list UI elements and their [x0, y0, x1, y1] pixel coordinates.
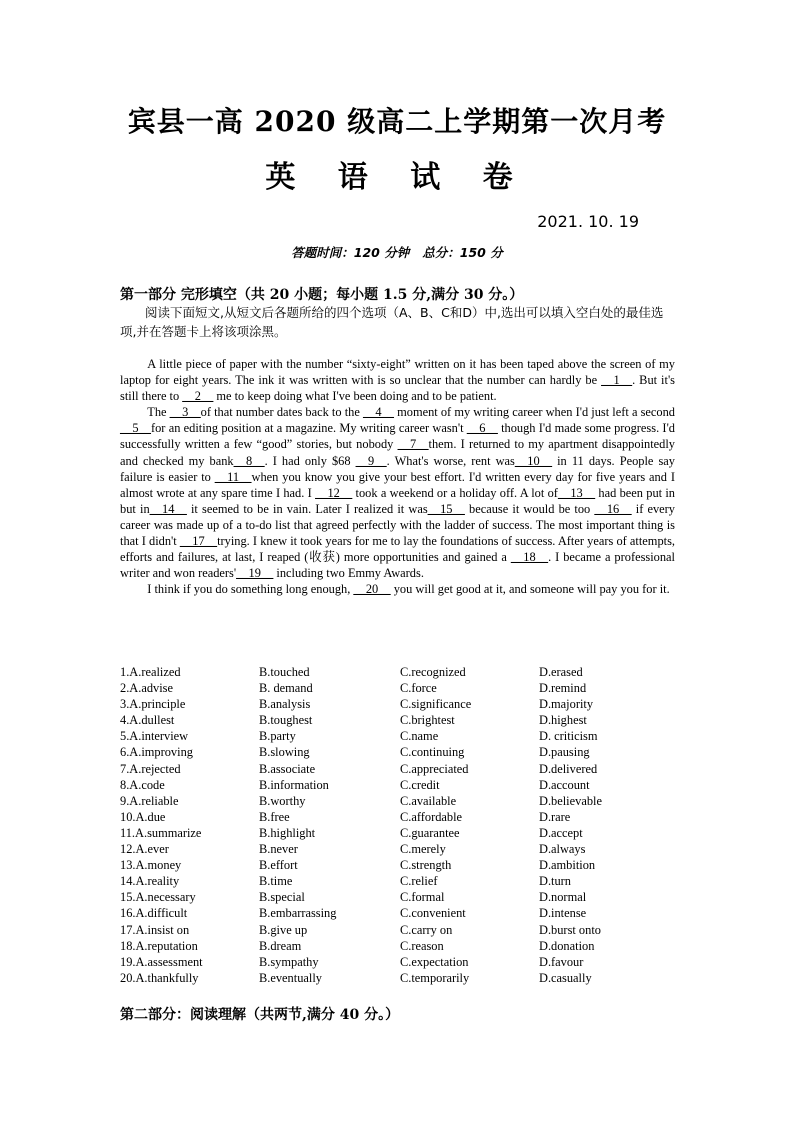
cloze-blank: __1__ — [601, 373, 633, 388]
exam-date: 2021. 10. 19 — [537, 212, 639, 231]
option-choice: B.embarrassing — [259, 906, 337, 921]
option-choice: C.appreciated — [400, 761, 469, 776]
option-choice: D.highest — [539, 713, 587, 728]
option-choice: B.party — [259, 729, 296, 744]
option-row — [120, 841, 680, 857]
passage-text: when you know you give your best effort. I'd written every day for five years and I almost wrote at any spare time I had. I — [120, 469, 675, 500]
option-choice: C.continuing — [400, 745, 465, 760]
passage-text: took a weekend or a holiday off. A lot of — [352, 485, 558, 500]
part1-instruction: 阅读下面短文,从短文后各题所给的四个选项（A、B、C和D）中,选出可以填入空白处的最佳选项,并在答题卡上将该项涂黑。 — [120, 305, 664, 339]
cloze-blank: __12__ — [315, 485, 353, 500]
option-choice: B.never — [259, 842, 298, 857]
passage-text: including two Emmy Awards. — [273, 566, 424, 581]
option-choice: D.rare — [539, 809, 571, 824]
options-list — [120, 664, 680, 986]
passage-text: I think if you do something long enough, — [147, 582, 354, 597]
option-choice: C.relief — [400, 874, 438, 889]
option-row — [120, 873, 680, 889]
cloze-blank: __7__ — [397, 437, 429, 452]
option-choice: 2.A.advise — [120, 681, 173, 696]
cloze-blank: __11__ — [214, 469, 252, 484]
option-row — [120, 809, 680, 825]
cloze-blank: __3__ — [169, 405, 201, 420]
option-choice: C.reason — [400, 938, 444, 953]
option-choice: D.believable — [539, 793, 602, 808]
option-row — [120, 825, 680, 841]
exam-title: 宾县一高 2020 级高二上学期第一次月考 — [127, 105, 667, 138]
cloze-passage — [120, 356, 675, 597]
passage-text: The — [147, 405, 170, 420]
option-choice: 7.A.rejected — [120, 761, 181, 776]
passage-text: . I had only $68 — [264, 453, 356, 468]
option-row — [120, 857, 680, 873]
passage-text: because it would be too — [464, 501, 595, 516]
option-choice: B.information — [259, 777, 329, 792]
option-choice: D.normal — [539, 890, 587, 905]
option-choice: B.eventually — [259, 970, 322, 985]
option-choice: 20.A.thankfully — [120, 970, 199, 985]
option-choice: 3.A.principle — [120, 697, 186, 712]
option-choice: C.formal — [400, 890, 445, 905]
cloze-blank: __10__ — [514, 453, 553, 468]
option-choice: C.recognized — [400, 665, 466, 679]
option-choice: B.special — [259, 890, 305, 905]
option-choice: 12.A.ever — [120, 842, 169, 857]
part1-heading: 第一部分 完形填空（共 20 小题；每小题 1.5 分,满分 30 分。） — [120, 287, 524, 303]
option-choice: 9.A.reliable — [120, 793, 179, 808]
option-row — [120, 954, 680, 970]
option-choice: D.burst onto — [539, 922, 601, 937]
passage-text: of that number dates back to the — [200, 405, 363, 420]
passage-text: you will get good at it, and someone will pay you for it. — [390, 582, 670, 597]
passage-text: moment of my writing career when I'd just left a second — [393, 405, 676, 420]
option-choice: C.force — [400, 681, 437, 696]
option-choice: 16.A.difficult — [120, 906, 188, 921]
option-choice: D.account — [539, 777, 590, 792]
option-choice: D.intense — [539, 906, 587, 921]
cloze-blank: __8__ — [233, 453, 265, 468]
passage-text: A little piece of paper with the number “sixty-eight” written on it has been taped above the screen of my laptop for eight years. The ink it was written with is so unclear that the number can hardly be — [120, 357, 675, 388]
cloze-blank: __17__ — [179, 534, 218, 549]
time-label: 答题时间：120 分钟 — [291, 245, 410, 260]
option-choice: 4.A.dullest — [120, 713, 175, 728]
option-choice: 13.A.money — [120, 858, 182, 873]
option-choice: 6.A.improving — [120, 745, 193, 760]
cloze-blank: __5__ — [120, 421, 151, 436]
option-choice: B.highlight — [259, 825, 316, 840]
option-choice: 5.A.interview — [120, 729, 189, 744]
option-choice: D.erased — [539, 665, 583, 679]
option-choice: 11.A.summarize — [120, 825, 202, 840]
cloze-blank: __19__ — [236, 566, 274, 581]
passage-paragraph-2 — [120, 404, 675, 581]
option-choice: D. criticism — [539, 729, 598, 744]
option-row — [120, 696, 680, 712]
passage-text: it seemed to be in vain. Later I realized it was — [186, 501, 428, 516]
score-label: 总分：150 分 — [422, 245, 503, 260]
option-choice: B.associate — [259, 761, 316, 776]
subject-title: 英 语 试 卷 — [265, 160, 529, 195]
option-choice: B.free — [259, 809, 290, 824]
option-choice: D.casually — [539, 970, 592, 985]
cloze-blank: __15__ — [427, 501, 465, 516]
option-choice: D.ambition — [539, 858, 596, 873]
cloze-blank: __13__ — [557, 485, 596, 500]
option-row — [120, 905, 680, 921]
option-choice: B.effort — [259, 858, 298, 873]
option-row — [120, 728, 680, 744]
passage-text: . I became a professional writer and won readers' — [120, 550, 675, 581]
passage-text: . But it's still there to — [120, 373, 675, 404]
option-choice: B.toughest — [259, 713, 313, 728]
option-choice: C.expectation — [400, 954, 469, 969]
cloze-blank: __4__ — [363, 405, 394, 420]
option-row — [120, 664, 680, 680]
passage-text: them. I returned to my apartment disappointedly and checked my bank — [120, 437, 675, 468]
option-choice: B.dream — [259, 938, 302, 953]
option-row — [120, 922, 680, 938]
option-row — [120, 680, 680, 696]
option-choice: D.pausing — [539, 745, 590, 760]
option-row — [120, 793, 680, 809]
option-choice: C.convenient — [400, 906, 466, 921]
cloze-blank: __20__ — [353, 582, 391, 597]
option-row — [120, 761, 680, 777]
passage-text: . What's worse, rent was — [386, 453, 515, 468]
option-row — [120, 889, 680, 905]
passage-text: if every career was made up of a to-do list that agreed perfectly with the ladder of success. The most important thing is that I didn't — [120, 501, 676, 549]
option-choice: B.time — [259, 874, 293, 889]
option-choice: 14.A.reality — [120, 874, 180, 889]
option-choice: C.brightest — [400, 713, 455, 728]
option-row — [120, 970, 680, 986]
passage-text: for an editing position at a magazine. My writing career wasn't — [150, 421, 467, 436]
cloze-blank: __2__ — [182, 389, 214, 404]
exam-meta — [0, 243, 794, 261]
cloze-blank: __16__ — [594, 501, 632, 516]
option-choice: D.majority — [539, 697, 594, 712]
option-choice: C.credit — [400, 777, 440, 792]
option-choice: D.always — [539, 842, 586, 857]
option-choice: 8.A.code — [120, 777, 165, 792]
cloze-blank: __6__ — [466, 421, 498, 436]
passage-paragraph-3 — [120, 581, 675, 597]
option-choice: C.significance — [400, 697, 472, 712]
option-choice: B. demand — [259, 681, 313, 696]
cloze-blank: __14__ — [149, 501, 187, 516]
option-choice: B.sympathy — [259, 954, 319, 969]
option-choice: D.remind — [539, 681, 587, 696]
option-row — [120, 777, 680, 793]
option-choice: 10.A.due — [120, 809, 166, 824]
cloze-blank: __18__ — [510, 550, 549, 565]
option-choice: 1.A.realized — [120, 665, 181, 679]
option-choice: C.temporarily — [400, 970, 470, 985]
option-row — [120, 938, 680, 954]
passage-text: in 11 days. People say failure is easier to — [120, 453, 675, 484]
passage-text: had been put in but in — [120, 485, 675, 516]
passage-text: though I'd made some progress. I'd successfully written a few “good” stories, but nobody — [120, 421, 675, 452]
option-choice: D.accept — [539, 825, 583, 840]
option-choice: B.give up — [259, 922, 308, 937]
option-choice: 18.A.reputation — [120, 938, 198, 953]
option-choice: D.favour — [539, 954, 584, 969]
option-choice: C.available — [400, 793, 457, 808]
cloze-blank: __9__ — [355, 453, 387, 468]
option-choice: C.guarantee — [400, 825, 460, 840]
passage-text: trying. I knew it took years for me to lay the foundations of success. After years of attempts, efforts and failures, at last, I reaped (收获) more opportunities and gained a — [120, 534, 676, 565]
option-choice: D.delivered — [539, 761, 598, 776]
option-row — [120, 744, 680, 760]
option-choice: C.name — [400, 729, 439, 744]
option-choice: 19.A.assessment — [120, 954, 203, 969]
passage-text: me to keep doing what I've been doing and to be patient. — [213, 389, 497, 404]
passage-paragraph-1 — [120, 356, 675, 404]
option-choice: 17.A.insist on — [120, 922, 190, 937]
option-choice: B.slowing — [259, 745, 310, 760]
option-choice: C.strength — [400, 858, 452, 873]
option-choice: D.donation — [539, 938, 595, 953]
part2-heading: 第二部分：阅读理解（共两节,满分 40 分。） — [120, 1007, 400, 1023]
option-row — [120, 712, 680, 728]
option-choice: B.worthy — [259, 793, 306, 808]
option-choice: D.turn — [539, 874, 572, 889]
option-choice: B.analysis — [259, 697, 311, 712]
option-choice: 15.A.necessary — [120, 890, 196, 905]
option-choice: C.merely — [400, 842, 446, 857]
option-choice: C.affordable — [400, 809, 463, 824]
option-choice: C.carry on — [400, 922, 453, 937]
option-choice: B.touched — [259, 665, 310, 679]
